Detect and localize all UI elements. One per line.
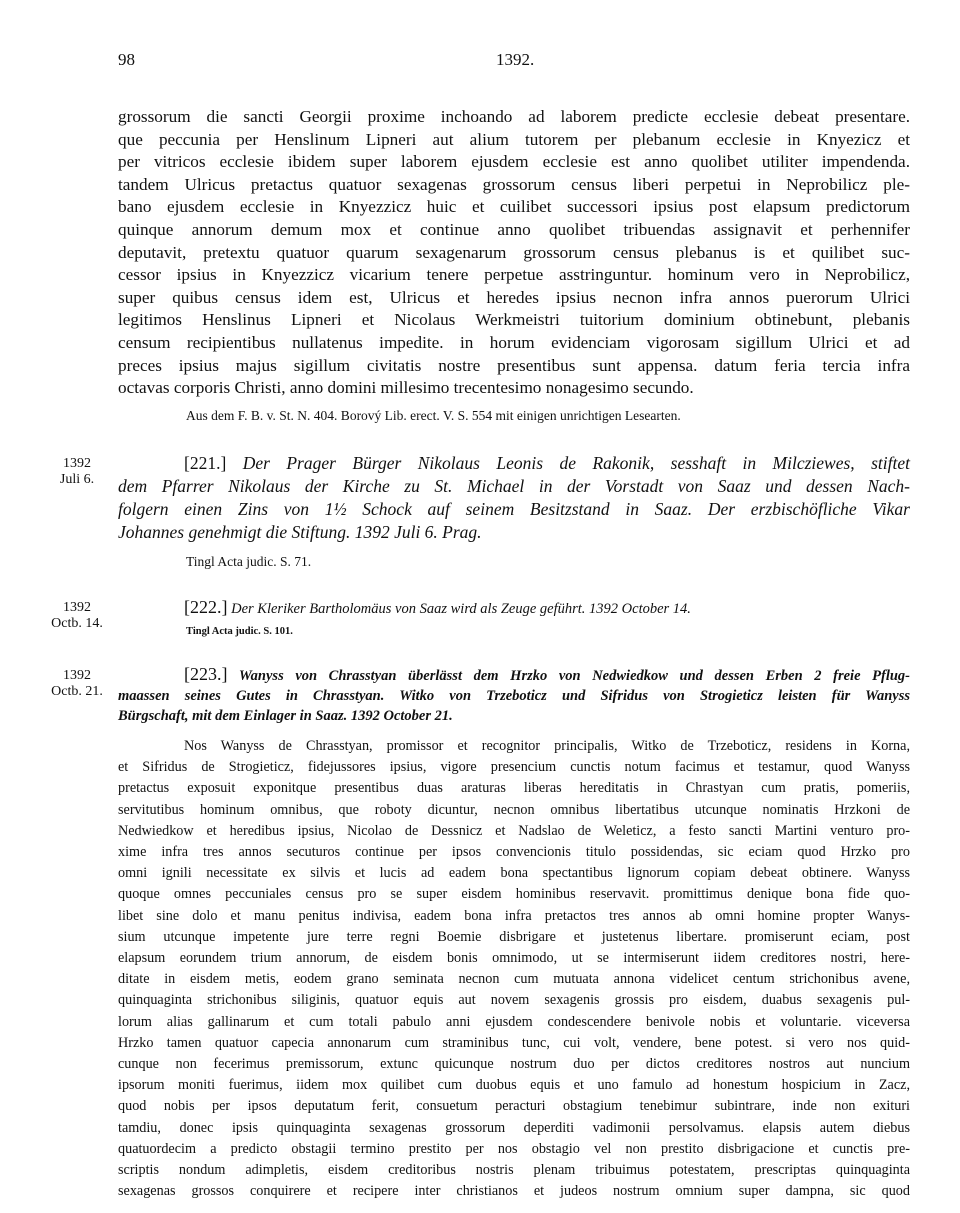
text-line: quod nobis per ipsos deputatum ferit, consuetum peracturi obstagium tenebimur subintrare, inde non exituri (118, 1098, 910, 1115)
text-line: deputavit, pretextu quatuor quarum sexagenarum grossorum census plebanus is et quilibet suc- (118, 242, 910, 262)
entry-221-regest (118, 452, 910, 544)
text-line: preces ipsius majus sigillum civitatis nostre presentibus sunt appensa. datum feria tercia infra (118, 355, 910, 375)
margin-date (44, 668, 110, 700)
regest-line (118, 664, 910, 686)
margin-day: Juli 6. (59, 472, 95, 487)
text-line: quatuordecim a predicto obstagii termino prestito per nos obstagio vel non prestito disbrigacione et cunctis pre- (118, 1140, 910, 1157)
text-line: ditate in eisdem metis, eodem grano seminata necnon cum mutuata annona videlicet centum strichonibus avene, (118, 971, 910, 988)
text-line: que peccunia per Henslinum Lipneri aut alium tutorem per plebanum ecclesie in Knyezicz et (118, 129, 910, 149)
text-line: omni ignili necessitate ex silvis et lucis ad eadem bona spectantibus lignorum copiam debeat obtinere. Wanyss (118, 865, 910, 882)
text-line: et Sifridus de Strogieticz, fidejussores ipsius, vigore presencium cunctis notum facimus et testamur, quod Wanyss (118, 759, 910, 776)
regest-text: Der Kleriker Bartholomäus von Saaz wird als Zeuge geführt. 1392 October 14. (231, 601, 691, 617)
regest-line: maassen seines Gutes in Chrasstyan. Witko von Trzeboticz und Sifridus von Strogieticz leisten für Wanyss (118, 688, 910, 704)
margin-date (44, 456, 110, 488)
regest-line: Bürgschaft, mit dem Einlager in Saaz. 1392 October 21. (118, 708, 453, 724)
regest-line (118, 597, 910, 619)
charter-text-block (118, 736, 910, 1202)
text-line: sium utcunque impetente jure terre regni Boemie disbrigare et justetenus libertare. promiserunt eciam, post (118, 928, 910, 945)
text-line: octavas corporis Christi, anno domini millesimo trecentesimo nonagesimo secundo. (118, 378, 694, 398)
text-line: grossorum die sancti Georgii proxime inchoando ad laborem predicte ecclesie debeat presentare. (118, 107, 910, 126)
text-line: censum recipientibus nullatenus impedite. in horum evidenciam vigorosam sigillum Ulrici et ad (118, 332, 910, 352)
regest-text: Der Prager Bürger Nikolaus Leonis de Rakonik, sesshaft in Milcziewes, stiftet (242, 453, 910, 473)
text-line: libet sine dolo et manu penitus indivisa, eadem bona infra pretactos tres annos ab omni homine propter Wanys- (118, 907, 910, 924)
main-text-block (118, 106, 910, 400)
text-line: quinque annorum demum mox et continue anno quolibet tribuendas assignavit et perhennifer (118, 219, 910, 239)
text-line: cunque non fecerimus premissorum, extunc quicunque nostrum duo per dictos creditores nostros aut nuncium (118, 1056, 910, 1073)
text-line: Nedwiedkow et heredibus ipsius, Nicolao de Dessnicz et Nadslao de Weleticz, a festo sancti Martini venturo pro- (118, 822, 910, 839)
text-line: legitimos Henslinus Lipneri et Nicolaus Werkmeistri tuitorium dominium obtinebunt, plebanis (118, 310, 910, 330)
page-number: 98 (118, 50, 135, 69)
margin-year: 1392 (63, 456, 91, 471)
text-line: xime infra tres annos secuturos continue per ipsos convencionis titulo possidendas, sic eciam quod Hrzko pro (118, 844, 910, 861)
source-citation: Tingl Acta judic. S. 101. (186, 626, 293, 637)
regest-line: dem Pfarrer Nikolaus der Kirche zu St. Michael in der Vorstadt von Saaz und dessen Nach- (118, 476, 910, 496)
text-line: lorum alias gallinarum et cum totali pabulo anni ejusdem condescendere benivole nobis et voluntarie. viceversa (118, 1013, 910, 1030)
regest-line: folgern einen Zins von 1½ Schock auf seinem Besitzstand in Saaz. Der erzbischöfliche Vikar (118, 499, 910, 519)
margin-day: Octb. 14. (51, 616, 103, 631)
text-line: sexagenas grossos conquirere et recipere inter christianos et judeos nostrum omnium super dampna, sic quod (118, 1183, 910, 1200)
text-line: ipsorum moniti fuerimus, iidem mox quilibet cum duobus equis et uno famulo ad honestum hospicium in Zacz, (118, 1077, 910, 1094)
entry-number: [223.] (184, 664, 228, 684)
entry-223-regest (118, 664, 910, 726)
entry-222-regest (118, 597, 910, 619)
margin-day: Octb. 21. (51, 684, 103, 699)
regest-line: Johannes genehmigt die Stiftung. 1392 Juli 6. Prag. (118, 522, 482, 542)
margin-date (44, 600, 110, 632)
text-line: elapsum eorundem trium annorum, de eisdem bonis omnimodo, ut se intermiserunt iidem creditores nostri, here- (118, 950, 910, 967)
regest-line (118, 452, 910, 475)
text-line: Nos Wanyss de Chrasstyan, promissor et recognitor principalis, Witko de Trzeboticz, residens in Korna, (184, 738, 910, 754)
text-line: scriptis nondum adimpletis, eisdem creditoribus nostris plenam tribuimus potestatem, prescriptas quinquaginta (118, 1162, 910, 1179)
text-line: bano ejusdem ecclesie in Knyezzicz huic et cuilibet successori ipsius post elapsum predictorum (118, 197, 910, 217)
running-head-year: 1392. (496, 50, 535, 69)
margin-year: 1392 (63, 600, 91, 615)
regest-text: Wanyss von Chrasstyan überlässt dem Hrzko von Nedwiedkow und dessen Erben 2 freie Pflug- (238, 668, 910, 684)
text-line: super quibus census idem est, Ulricus et heredes ipsius necnon infra annos puerorum Ulrici (118, 287, 910, 307)
entry-number: [221.] (184, 453, 227, 473)
text-line: cessor ipsius in Knyezzicz vicarium tenere perpetue asstringuntur. hominum vero in Neprobilicz, (118, 265, 910, 285)
text-line: per vitricos ecclesie ibidem super laborem ejusdem ecclesie est anno quolibet utiliter impendenda. (118, 152, 910, 172)
text-line: servitutibus hominum omnibus, que roboty dicuntur, necnon omnibus libertatibus utcunque nominatis Hrzkoni de (118, 801, 910, 818)
text-line: Hrzko tamen quatuor capecia annonarum cum straminibus tunc, cui volt, vendere, bene potest. si vero nos quid- (118, 1034, 910, 1051)
page-header (118, 50, 908, 74)
text-line: pretactus exposuit exponitque presentibus duas araturas liberas hereditatis in Chrastyan cum pratis, pomeriis, (118, 780, 910, 797)
source-citation: Aus dem F. B. v. St. N. 404. Borový Lib. erect. V. S. 554 mit einigen unrichtigen Lesearten. (186, 408, 681, 423)
text-line: tandem Ulricus pretactus quatuor sexagenas grossorum census liberi perpetui in Neprobilicz ple- (118, 174, 910, 194)
source-citation: Tingl Acta judic. S. 71. (186, 554, 312, 569)
text-line: quoque omnes peccuniales census pro se super eisdem hominibus reservavit. promittimus denique bona fide quo- (118, 886, 910, 903)
entry-number: [222.] (184, 597, 228, 617)
text-line: quinquaginta strichonibus siliginis, quatuor equis aut novem sexagenis grossis pro eisdem, duabus sexagenis pul- (118, 992, 910, 1009)
text-line: tamdiu, donec ipsis quinquaginta sexagenas grossorum deperditi vadimonii persolvamus. elapsis autem diebus (118, 1119, 910, 1136)
margin-year: 1392 (63, 668, 91, 683)
